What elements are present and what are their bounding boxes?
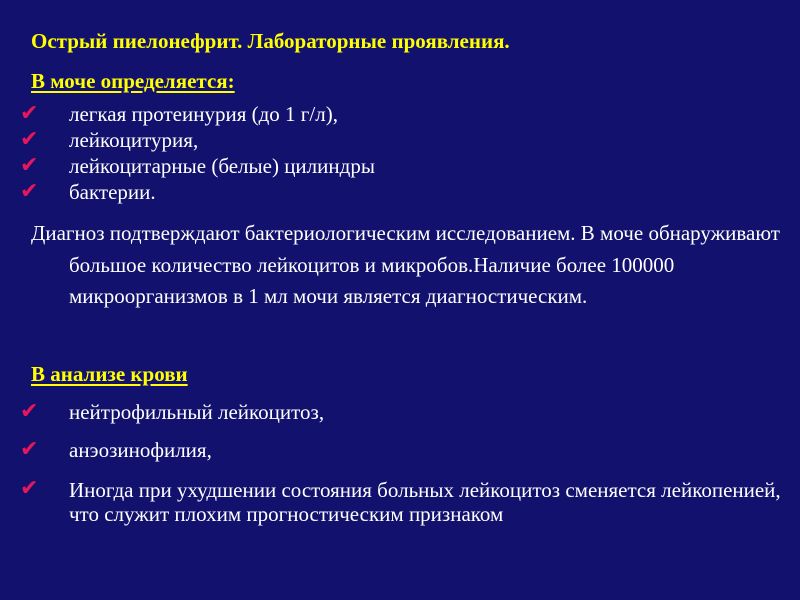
check-icon: ✔: [20, 399, 39, 424]
list-item-text: нейтрофильный лейкоцитоз,: [69, 400, 325, 424]
check-icon: ✔: [20, 437, 39, 462]
list-item-text: Иногда при ухудшении состояния больных лейкоцитоз сменяется лейкопенией, что служит плохим прогностическим признаком: [69, 478, 781, 526]
check-icon: ✔: [20, 101, 39, 126]
check-icon: ✔: [20, 127, 39, 152]
list-item-text: бактерии.: [69, 180, 156, 204]
check-icon: ✔: [20, 179, 39, 204]
check-icon: ✔: [20, 476, 39, 501]
list-item-text: легкая протеинурия (до 1 г/л),: [69, 102, 338, 126]
blood-section-heading: В анализе крови: [31, 362, 188, 386]
list-item-text: лейкоцитарные (белые) цилиндры: [69, 154, 375, 178]
list-item-text: лейкоцитурия,: [69, 128, 199, 152]
urine-section-heading: В моче определяется:: [31, 69, 235, 93]
check-icon: ✔: [20, 153, 39, 178]
slide-title: Острый пиелонефрит. Лабораторные проявления.: [31, 29, 510, 53]
diagnosis-paragraph: Диагноз подтверждают бактериологическим исследованием. В моче обнаруживают большое количество лейкоцитов и микробов.Наличие более 100000 микроорганизмов в 1 мл мочи является диагностическим.: [31, 221, 780, 308]
list-item-text: анэозинофилия,: [69, 438, 212, 462]
